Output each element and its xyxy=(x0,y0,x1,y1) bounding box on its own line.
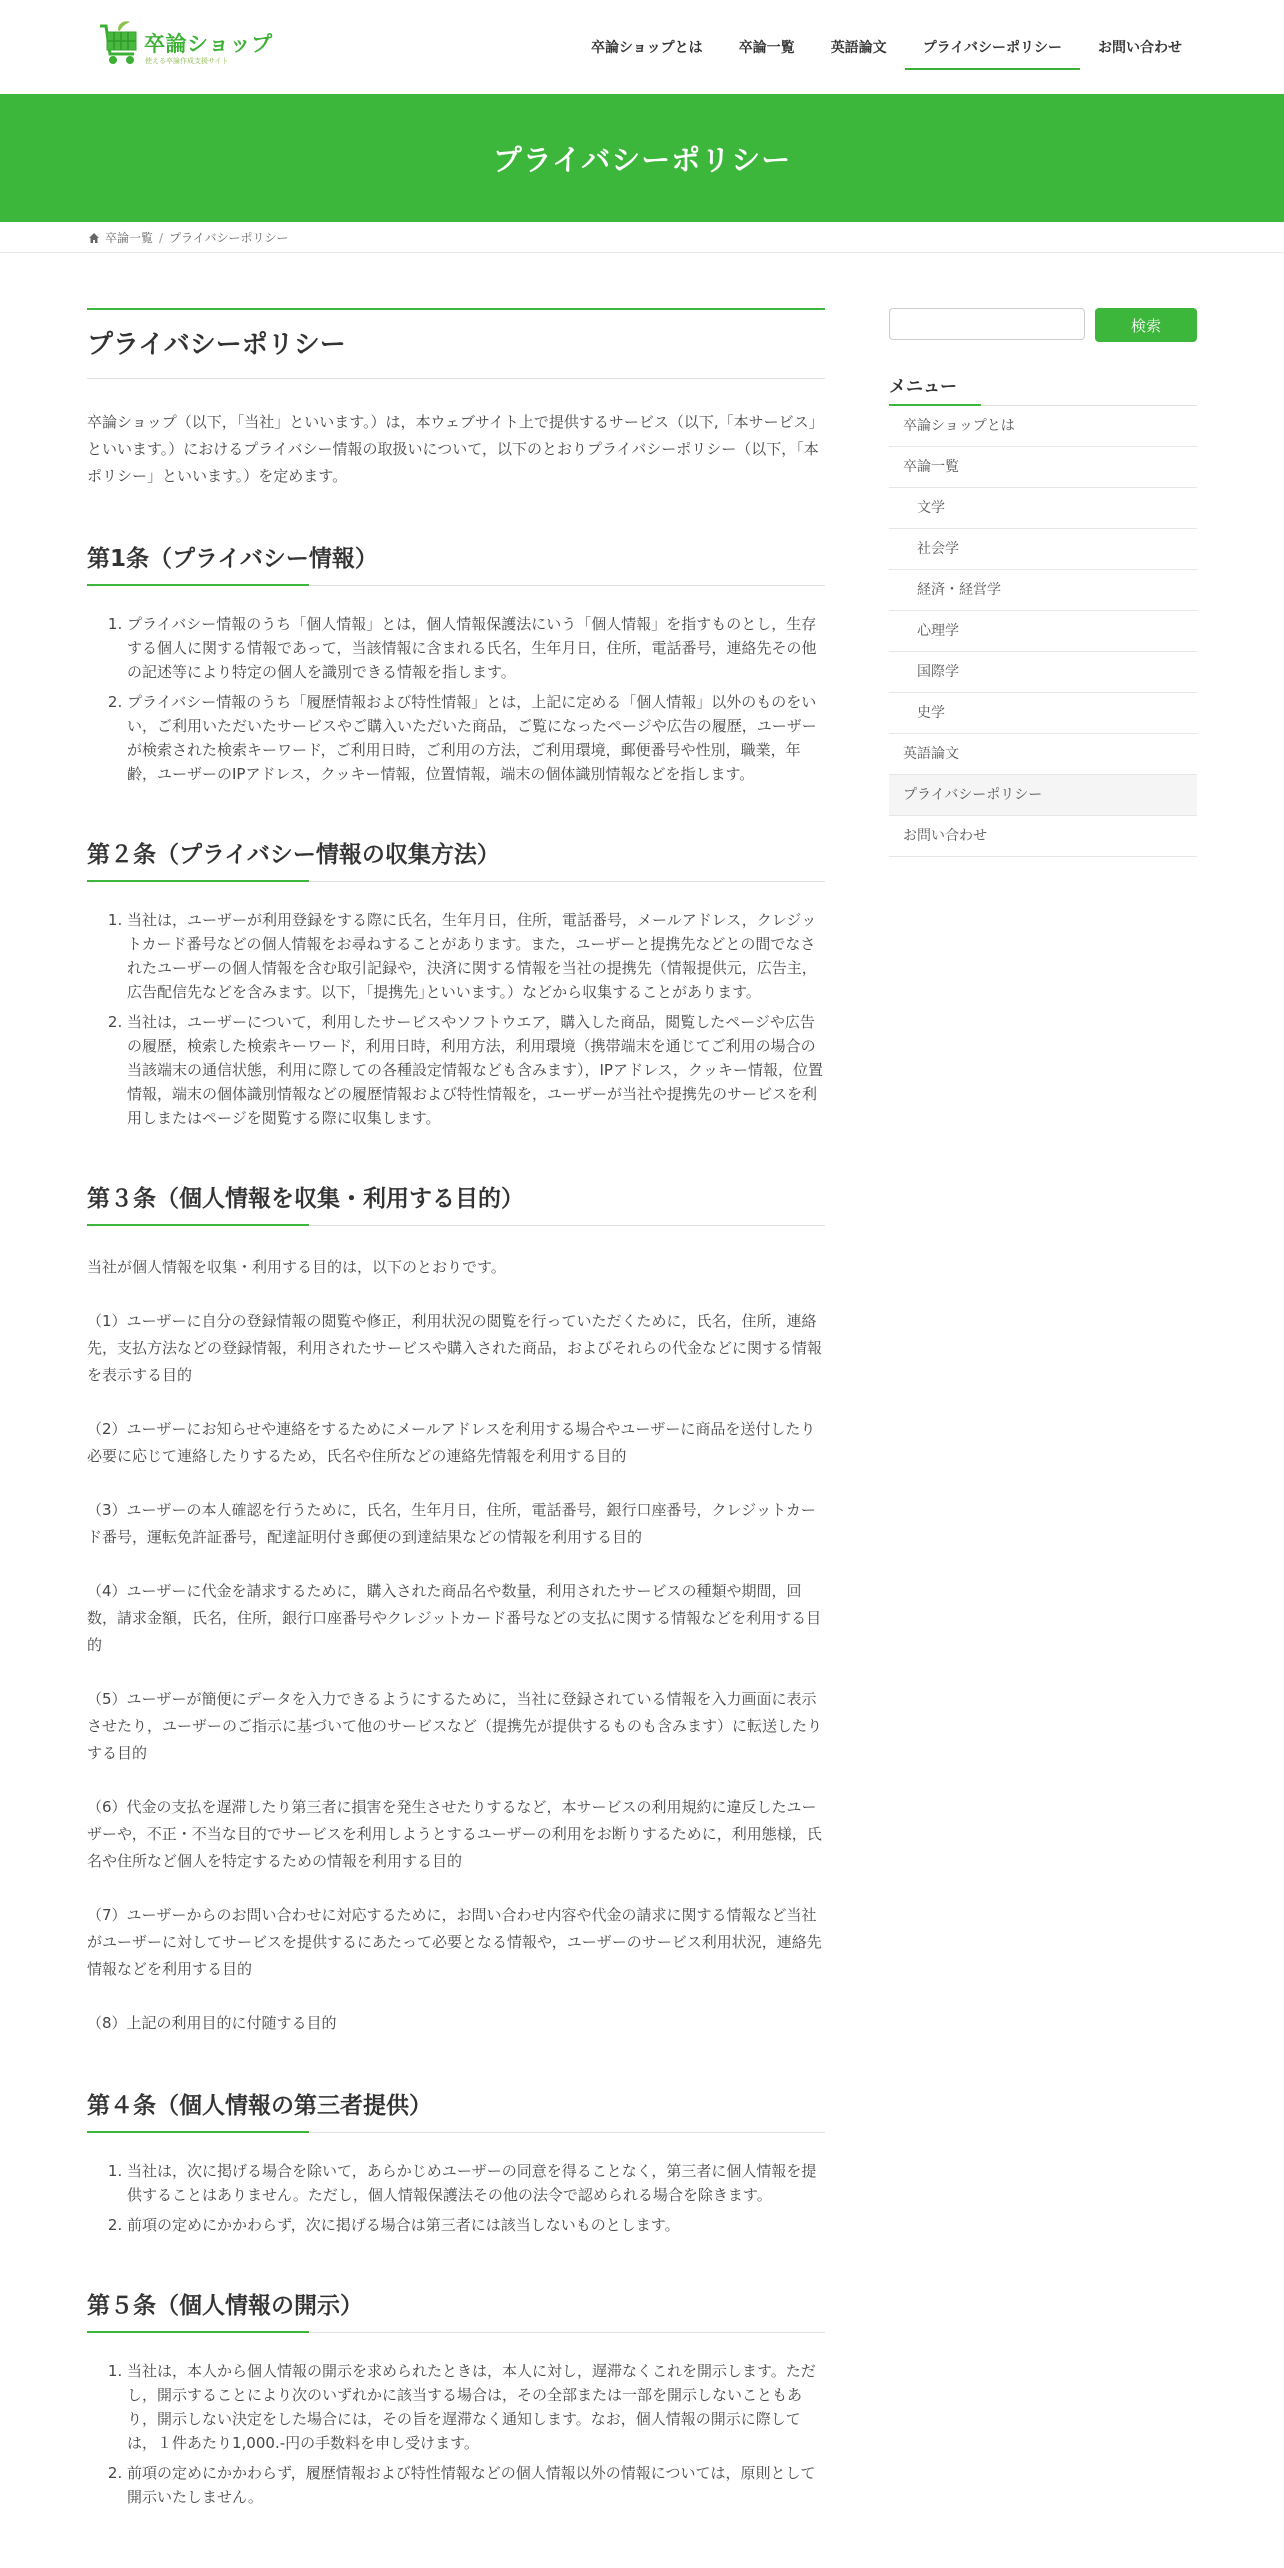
nav-item-privacy-policy[interactable]: プライバシーポリシー xyxy=(905,0,1080,94)
sidebar-menu-title: メニュー xyxy=(889,372,1197,406)
purpose-paragraph: （7）ユーザーからのお問い合わせに対応するために，お問い合わせ内容や代金の請求に関する情報など当社がユーザーに対してサービスを提供するにあたって必要となる情報や，ユーザーのサービス利用状況，連絡先情報などを利用する目的 xyxy=(87,1906,822,1978)
nav-item-about[interactable]: 卒論ショップとは xyxy=(590,40,703,56)
shopping-cart-icon xyxy=(98,20,140,72)
section-5-heading: 第５条（個人情報の開示） xyxy=(87,2289,825,2333)
logo-text: 卒論ショップ xyxy=(144,32,273,56)
list-item: 2. 前項の定めにかかわらず，次に掲げる場合は第三者には該当しないものとします。 xyxy=(127,2213,825,2237)
sidebar-item-english-papers[interactable]: 英語論文 xyxy=(889,734,1197,775)
section-4-list xyxy=(87,2159,825,2237)
sidebar-item-economics[interactable]: 経済・経営学 xyxy=(889,570,1197,611)
list-item: 2. プライバシー情報のうち「履歴情報および特性情報」とは，上記に定める「個人情報」以外のものをいい，ご利用いただいたサービスやご購入いただいた商品，ご覧になったページや広告の履歴，ユーザーが検索された検索キーワード，ご利用日時，ご利用の方法，ご利用環境，郵便番号や性別，職業，年齢，ユーザーのIPアドレス，クッキー情報，位置情報，端末の個体識別情報などを指します。 xyxy=(127,690,825,786)
article-title: プライバシーポリシー xyxy=(87,308,825,379)
sidebar-item-literature[interactable]: 文学 xyxy=(889,488,1197,529)
list-item: 1. プライバシー情報のうち「個人情報」とは，個人情報保護法にいう「個人情報」を指すものとし，生存する個人に関する情報であって，当該情報に含まれる氏名，生年月日，住所，電話番号，連絡先その他の記述等により特定の個人を識別できる情報を指します。 xyxy=(127,612,825,684)
sidebar-item-contact[interactable]: お問い合わせ xyxy=(889,816,1197,857)
nav-item-thesis-list[interactable]: 卒論一覧 xyxy=(738,40,795,56)
list-item: 2. 前項の定めにかかわらず，履歴情報および特性情報などの個人情報以外の情報については，原則として開示いたしません。 xyxy=(127,2461,825,2509)
section-2-heading: 第２条（プライバシー情報の収集方法） xyxy=(87,838,825,882)
logo-tagline: 使える卒論作成支援サイト xyxy=(145,57,229,65)
nav-item-contact[interactable]: お問い合わせ xyxy=(1098,40,1182,56)
search-button[interactable]: 検索 xyxy=(1095,308,1197,342)
list-item: 1. 当社は，ユーザーが利用登録をする際に氏名，生年月日，住所，電話番号，メールアドレス，クレジットカード番号などの個人情報をお尋ねすることがあります。また，ユーザーと提携先などとの間でなされたユーザーの個人情報を含む取引記録や，決済に関する情報を当社の提携先（情報提供元，広告主，広告配信先などを含みます。以下，｢提携先｣といいます。）などから収集することがあります。 xyxy=(127,908,825,1004)
purpose-paragraph: （8）上記の利用目的に付随する目的 xyxy=(87,2014,337,2032)
breadcrumb-current: プライバシーポリシー xyxy=(169,231,289,245)
global-nav xyxy=(573,0,1200,94)
site-header xyxy=(0,0,1284,94)
sidebar-item-history[interactable]: 史学 xyxy=(889,693,1197,734)
section-4-heading: 第４条（個人情報の第三者提供） xyxy=(87,2089,825,2133)
search-form xyxy=(889,308,1197,342)
main-content xyxy=(87,308,825,2515)
site-logo[interactable] xyxy=(98,20,273,74)
list-item: 2. 当社は，ユーザーについて，利用したサービスやソフトウエア，購入した商品，閲覧したページや広告の履歴，検索した検索キーワード，利用日時，利用方法，利用環境（携帯端末を通じてご利用の場合の当該端末の通信状態，利用に際しての各種設定情報なども含みます），IPアドレス，クッキー情報，位置情報，端末の個体識別情報などの履歴情報および特性情報を，ユーザーが当社や提携先のサービスを利用しまたはページを閲覧する際に収集します。 xyxy=(127,1010,825,1130)
section-1-list xyxy=(87,612,825,786)
article-intro: 卒論ショップ（以下，「当社」といいます。）は，本ウェブサイト上で提供するサービス（以下,「本サービス」といいます。）におけるプライバシー情報の取扱いについて，以下のとおりプライバシーポリシー（以下，「本ポリシー」といいます。）を定めます。 xyxy=(87,413,824,485)
page-header-title: プライバシーポリシー xyxy=(492,142,792,177)
sidebar xyxy=(889,308,1197,857)
sidebar-menu xyxy=(889,406,1197,857)
nav-item-english-papers[interactable]: 英語論文 xyxy=(830,40,887,56)
sidebar-item-about[interactable]: 卒論ショップとは xyxy=(889,406,1197,447)
purpose-paragraph: （3）ユーザーの本人確認を行うために，氏名，生年月日，住所，電話番号，銀行口座番号，クレジットカード番号，運転免許証番号，配達証明付き郵便の到達結果などの情報を利用する目的 xyxy=(87,1501,816,1546)
section-3-heading: 第３条（個人情報を収集・利用する目的） xyxy=(87,1182,825,1226)
sidebar-item-sociology[interactable]: 社会学 xyxy=(889,529,1197,570)
list-item: 1. 当社は，次に掲げる場合を除いて，あらかじめユーザーの同意を得ることなく，第三者に個人情報を提供することはありません。ただし，個人情報保護法その他の法令で認められる場合を除きます。 xyxy=(127,2159,825,2207)
section-3-lead: 当社が個人情報を収集・利用する目的は，以下のとおりです。 xyxy=(87,1258,506,1276)
purpose-paragraph: （5）ユーザーが簡便にデータを入力できるようにするために，当社に登録されている情報を入力画面に表示させたり，ユーザーのご指示に基づいて他のサービスなど（提携先が提供するものも含みます）に転送したりする目的 xyxy=(87,1690,823,1762)
breadcrumb-separator: / xyxy=(159,230,164,245)
list-item: 1. 当社は，本人から個人情報の開示を求められたときは，本人に対し，遅滞なくこれを開示します。ただし，開示することにより次のいずれかに該当する場合は，その全部または一部を開示しないこともあり，開示しない決定をした場合には，その旨を遅滞なく通知します。なお，個人情報の開示に際しては，１件あたり1,000.-円の手数料を申し受けます。 xyxy=(127,2359,825,2455)
section-5-list xyxy=(87,2359,825,2509)
sidebar-item-privacy-policy[interactable]: プライバシーポリシー xyxy=(889,775,1197,816)
sidebar-item-thesis-list[interactable]: 卒論一覧 xyxy=(889,447,1197,488)
purpose-paragraph: （1）ユーザーに自分の登録情報の閲覧や修正，利用状況の閲覧を行っていただくために，氏名，住所，連絡先，支払方法などの登録情報，利用されたサービスや購入された商品，およびそれらの代金などに関する情報を表示する目的 xyxy=(87,1312,823,1384)
page-header-banner xyxy=(0,94,1284,222)
breadcrumb-home-link[interactable]: 卒論一覧 xyxy=(105,231,154,245)
privacy-article xyxy=(87,308,825,2509)
section-1-heading: 第1条（プライバシー情報） xyxy=(87,542,825,586)
purpose-paragraph: （2）ユーザーにお知らせや連絡をするためにメールアドレスを利用する場合やユーザーに商品を送付したり必要に応じて連絡したりするため，氏名や住所などの連絡先情報を利用する目的 xyxy=(87,1420,816,1465)
sidebar-item-international[interactable]: 国際学 xyxy=(889,652,1197,693)
section-2-list xyxy=(87,908,825,1130)
home-icon xyxy=(88,232,100,244)
breadcrumb xyxy=(0,222,1284,253)
sidebar-item-psychology[interactable]: 心理学 xyxy=(889,611,1197,652)
purpose-paragraph: （4）ユーザーに代金を請求するために，購入された商品名や数量，利用されたサービスの種類や期間，回数，請求金額，氏名，住所，銀行口座番号やクレジットカード番号などの支払に関する情報などを利用する目的 xyxy=(87,1582,822,1654)
purpose-paragraph: （6）代金の支払を遅滞したり第三者に損害を発生させたりするなど，本サービスの利用規約に違反したユーザーや，不正・不当な目的でサービスを利用しようとするユーザーの利用をお断りするために，利用態様，氏名や住所など個人を特定するための情報を利用する目的 xyxy=(87,1798,822,1870)
search-input[interactable] xyxy=(889,308,1085,340)
